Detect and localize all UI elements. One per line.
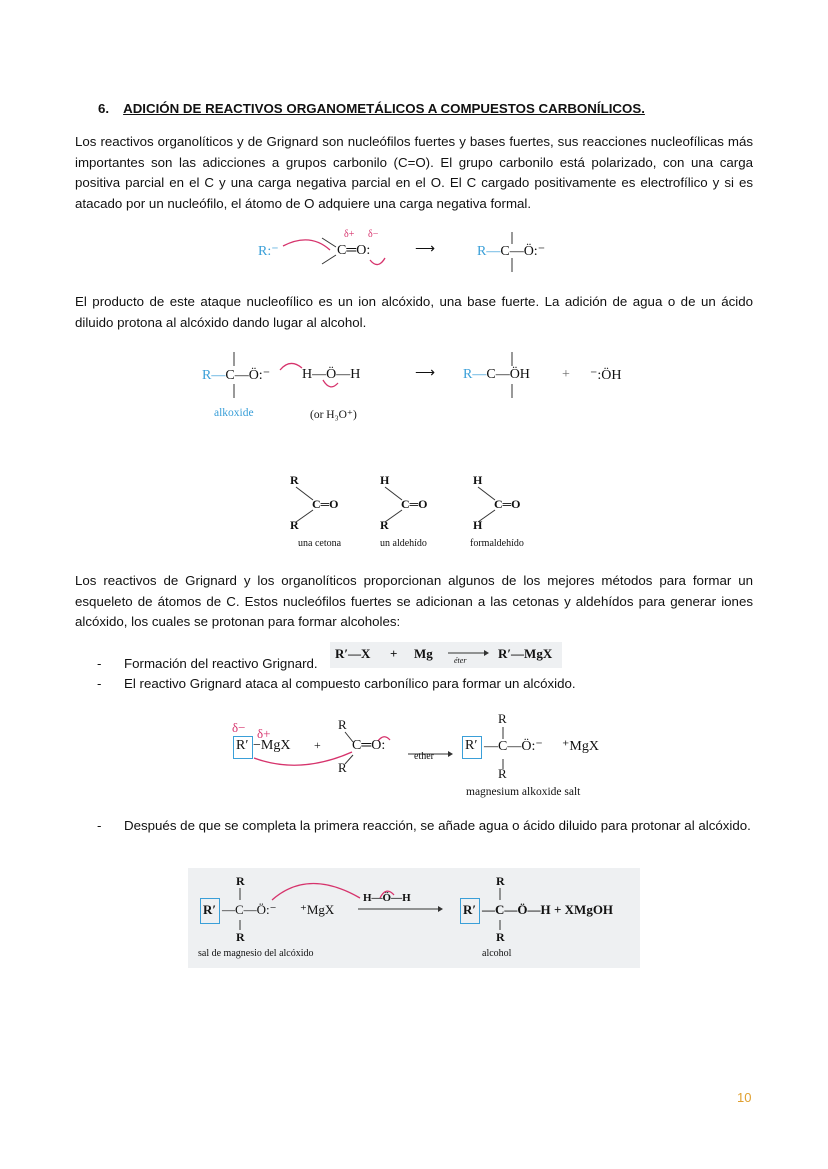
delta-minus: δ− bbox=[232, 720, 246, 735]
counterion: ⁺MgX bbox=[562, 739, 599, 754]
delta-minus: δ− bbox=[368, 229, 379, 240]
aldehyde-top: H bbox=[380, 473, 390, 487]
delta-plus: δ+ bbox=[257, 726, 271, 741]
product-alcohol: —C—Ö—H bbox=[482, 902, 551, 917]
r-bottom: R bbox=[338, 760, 347, 775]
list-item-text: Después de que se completa la primera reacción, se añade agua o ácido diluido para protonar al alcóxido. bbox=[124, 818, 751, 833]
product-r-bottom: R bbox=[496, 930, 505, 944]
formaldehyde-group: C═O bbox=[494, 497, 521, 511]
plus: + bbox=[314, 738, 321, 752]
paragraph-intro: Los reactivos organolíticos y de Grignard son nucleófilos fuertes y bases fuertes, sus reacciones nucleofílicas más importantes son las adicciones a grupos carbonilo (C=O). El grupo carbonilo está polarizado, con una carga positiva parcial en el C y una carga negativa parcial en el O. El C cargado positivamente es electrofílico y si es atacado por un nucleófilo, el átomo de O adquiere una carga negativa formal. bbox=[75, 134, 753, 211]
double-bond: ═ bbox=[346, 243, 357, 258]
alkoxide: —C—Ö:⁻ bbox=[222, 902, 277, 917]
carbonyl-carbon: C bbox=[337, 243, 347, 258]
alkoxide-c: C bbox=[225, 368, 235, 383]
magnesium: Mg bbox=[414, 646, 433, 661]
r-top: R bbox=[236, 874, 245, 888]
alcohol-oh: —ÖH bbox=[495, 367, 530, 382]
label-alkoxide: alkoxide bbox=[214, 407, 254, 419]
byproduct: + XMgOH bbox=[554, 902, 614, 917]
label-acid: (or H₃O⁺) bbox=[310, 409, 357, 421]
product-r-prime: R′ bbox=[465, 738, 478, 753]
hydroxide: ⁻:ÖH bbox=[590, 368, 622, 383]
formaldehyde-bottom: H bbox=[473, 518, 483, 532]
label-formaldehyde: formaldehído bbox=[470, 538, 524, 549]
product-alkoxide: —C—Ö:⁻ bbox=[484, 739, 543, 754]
r-top: R bbox=[338, 717, 347, 732]
formaldehyde-top: H bbox=[473, 473, 483, 487]
list-item bbox=[97, 816, 753, 837]
solvent: ether bbox=[414, 751, 434, 762]
page-number: 10 bbox=[737, 1090, 752, 1105]
label-aldehyde: un aldehído bbox=[380, 538, 427, 549]
carbonyl: C═O: bbox=[352, 738, 386, 753]
product-c: C bbox=[500, 244, 510, 259]
label-magnesium-alkoxide-salt: magnesium alkoxide salt bbox=[466, 786, 581, 798]
bullet: - bbox=[97, 676, 102, 691]
list-item-text: El reactivo Grignard ataca al compuesto carbonílico para formar un alcóxido. bbox=[124, 676, 576, 691]
water: H—Ö—H bbox=[363, 892, 411, 904]
aldehyde-bottom: R bbox=[380, 518, 389, 532]
ketone-group: C═O bbox=[312, 497, 339, 511]
nucleophile: R:⁻ bbox=[258, 244, 279, 259]
mgx: −MgX bbox=[253, 738, 291, 753]
product-o: —Ö:⁻ bbox=[509, 244, 546, 259]
counterion: ⁺MgX bbox=[300, 902, 335, 917]
plus: + bbox=[390, 646, 398, 661]
product-r: R— bbox=[477, 244, 501, 259]
aldehyde-group: C═O bbox=[401, 497, 428, 511]
product-r-prime: R′ bbox=[463, 902, 477, 917]
reactant: R′—X bbox=[335, 646, 371, 661]
label-alcohol: alcohol bbox=[482, 948, 512, 959]
delta-plus: δ+ bbox=[344, 229, 355, 240]
r-bottom: R bbox=[236, 930, 245, 944]
water: H—Ö—H bbox=[302, 367, 361, 382]
product-r-top: R bbox=[496, 874, 505, 888]
reaction-arrow: ⟶ bbox=[415, 366, 436, 381]
ketone-bottom: R bbox=[290, 518, 299, 532]
alcohol-c: C bbox=[486, 367, 496, 382]
bullet: - bbox=[97, 656, 102, 671]
label-magnesium-salt: sal de magnesio del alcóxido bbox=[198, 948, 314, 959]
paragraph-grignard: Los reactivos de Grignard y los organolíticos proporcionan algunos de los mejores métodos para formar un esqueleto de átomos de C. Estos nucleófilos fuertes se adicionan a las cetonas y aldehídos para generar iones alcóxido, los cuales se protonan para formar alcoholes: bbox=[75, 573, 753, 629]
bullet: - bbox=[97, 818, 102, 833]
carbonyl-oxygen: O: bbox=[356, 243, 371, 258]
alcohol-r: R— bbox=[463, 367, 487, 382]
product-r-bottom: R bbox=[498, 766, 507, 781]
section-title: ADICIÓN DE REACTIVOS ORGANOMETÁLICOS A COMPUESTOS CARBONÍLICOS. bbox=[123, 101, 645, 116]
ketone-top: R bbox=[290, 473, 299, 487]
alkoxide-r: R— bbox=[202, 368, 226, 383]
reaction-arrow: ⟶ bbox=[415, 242, 436, 257]
r-prime: R′ bbox=[236, 738, 249, 753]
list-item-text: Formación del reactivo Grignard. bbox=[124, 656, 318, 671]
product-r-top: R bbox=[498, 711, 507, 726]
solvent: éter bbox=[454, 656, 467, 665]
alkoxide-o: —Ö:⁻ bbox=[234, 368, 271, 383]
label-ketone: una cetona bbox=[298, 538, 342, 549]
section-number: 6. bbox=[98, 101, 110, 116]
product: R′—MgX bbox=[498, 646, 553, 661]
r-prime: R′ bbox=[203, 902, 217, 917]
plus: + bbox=[562, 367, 570, 382]
paragraph-alkoxide: El producto de este ataque nucleofílico es un ion alcóxido, una base fuerte. La adición de agua o de un ácido diluido protona al alcóxido dando lugar al alcohol. bbox=[75, 294, 753, 330]
figure-alcohol-formation bbox=[188, 868, 640, 968]
